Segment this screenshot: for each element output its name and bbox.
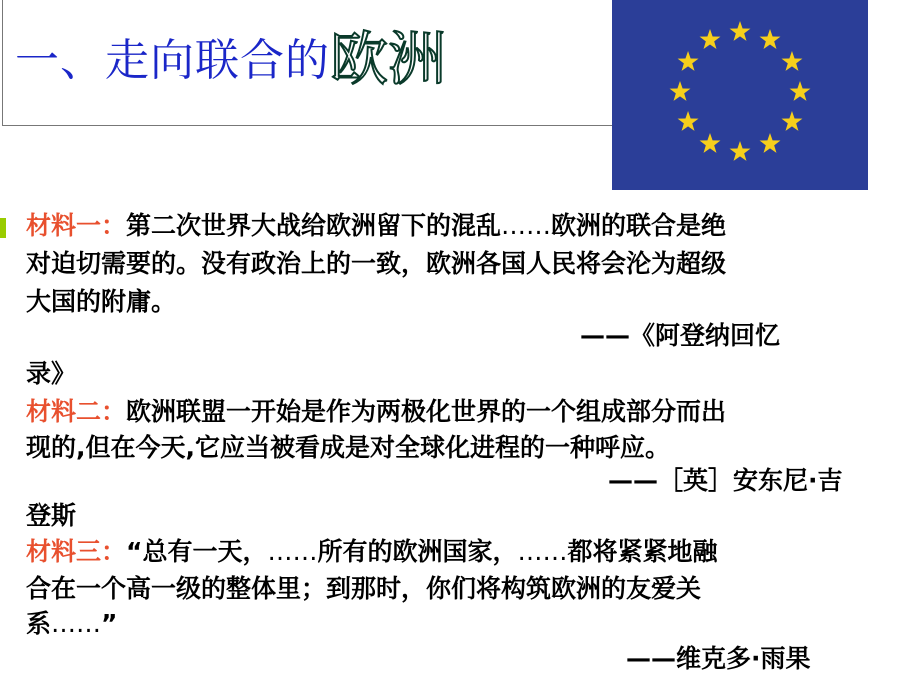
material2-source: ——［英］安东尼·吉 (608, 466, 843, 495)
material3-line2: 合在一个高一级的整体里；到那时，你们将构筑欧洲的友爱关 (26, 574, 702, 603)
material3-ellipsis-3: …… (51, 609, 102, 638)
title-tail-text: 欧洲 (330, 25, 447, 93)
material2-label: 材料二： (26, 397, 127, 426)
material3-line1 (26, 534, 717, 569)
title-main-text: 一、走向联合的 (15, 35, 330, 86)
material3-text-a: “总有一天， (126, 537, 268, 566)
material2-line1 (26, 394, 726, 429)
material3-ellipsis-2: …… (517, 537, 568, 566)
material2-text-a: 欧洲联盟一开始是作为两极化世界的一个组成部分而出 (126, 397, 727, 426)
material1-line2: 对迫切需要的。没有政治上的一致，欧洲各国人民将会沦为超级 (26, 249, 727, 278)
material3-text-b: 所有的欧洲国家， (317, 537, 518, 566)
material3-text-d: 系 (26, 609, 52, 638)
material3-ellipsis-1: …… (267, 537, 318, 566)
material3-line3 (26, 606, 117, 641)
material3-label: 材料三： (26, 537, 127, 566)
material3-close-quote: ” (101, 609, 118, 638)
material1-text-b: 欧洲的联合是绝 (551, 211, 727, 240)
material1-line3: 大国的附庸。 (26, 287, 177, 316)
eu-flag-image (612, 0, 868, 190)
material3-text-c: 都将紧紧地融 (567, 537, 718, 566)
title-box (2, 0, 614, 126)
material1-source-cont: 录》 (26, 359, 77, 388)
material3-source: ——维克多·雨果 (626, 644, 811, 673)
bullet-marker (0, 218, 6, 238)
material1-ellipsis: …… (501, 211, 552, 240)
material1-label: 材料一： (26, 211, 127, 240)
material2-line2: 现的,但在今天,它应当被看成是对全球化进程的一种呼应。 (26, 433, 670, 462)
material1-source: ——《阿登纳回忆 (580, 321, 781, 350)
material1-line1 (26, 208, 726, 243)
slide-title (15, 8, 446, 92)
material1-text-a: 第二次世界大战给欧洲留下的混乱 (126, 211, 502, 240)
material2-source-cont: 登斯 (26, 501, 77, 530)
